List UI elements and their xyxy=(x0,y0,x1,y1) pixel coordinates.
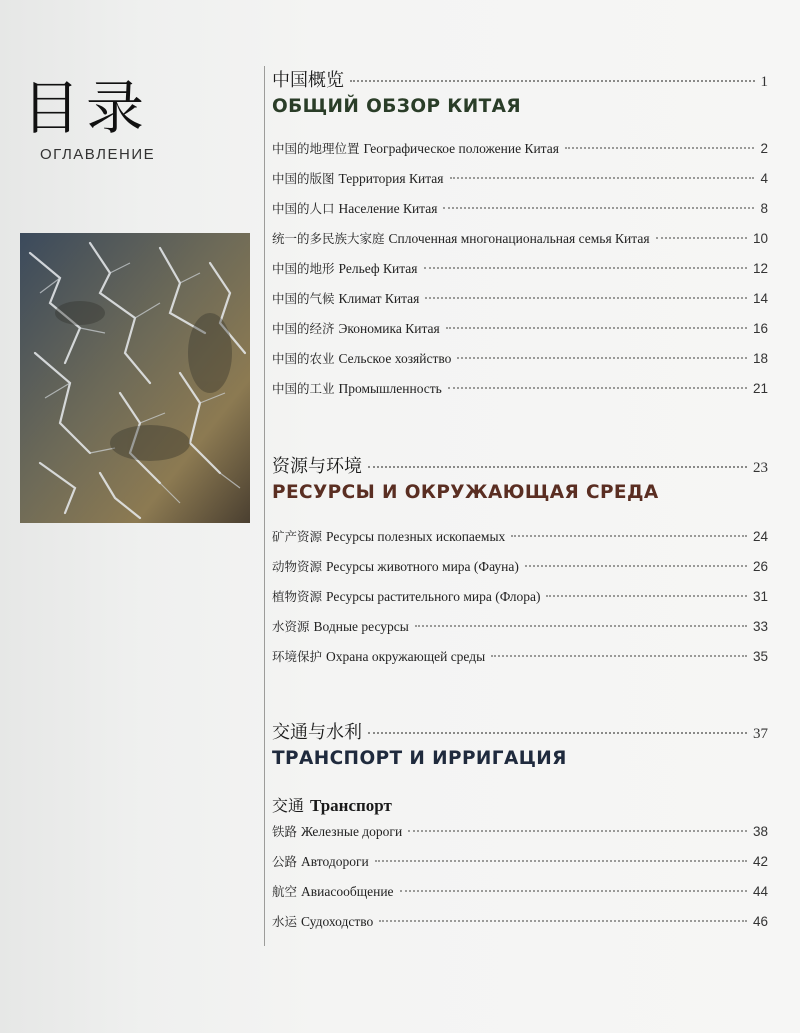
leader-dots xyxy=(375,860,747,862)
entry-page-number: 38 xyxy=(752,824,768,839)
entry-title-cn: 航空 xyxy=(272,884,298,899)
entry-title-ru: Ресурсы животного мира (Фауна) xyxy=(326,559,519,574)
entry-title-cn: 环境保护 xyxy=(272,649,323,664)
section-heading[interactable] xyxy=(272,66,768,92)
toc-entry[interactable] xyxy=(272,289,768,319)
entry-page-number: 14 xyxy=(752,291,768,306)
toc-entry[interactable] xyxy=(272,617,768,647)
leader-dots xyxy=(408,830,747,832)
subsection-heading xyxy=(272,793,768,816)
toc-section-resources xyxy=(272,452,768,677)
section-title-cn: 交通与水利 xyxy=(272,722,362,743)
entry-title-ru: Судоходство xyxy=(301,914,374,929)
section-title-ru: РЕСУРСЫ И ОКРУЖАЮЩАЯ СРЕДА xyxy=(272,482,659,503)
leader-dots xyxy=(350,80,755,82)
entry-list xyxy=(272,527,768,677)
leader-dots xyxy=(656,237,747,239)
section-heading[interactable] xyxy=(272,718,768,744)
entry-list xyxy=(272,139,768,409)
leader-dots xyxy=(425,297,747,299)
entry-title-ru: Ресурсы полезных ископаемых xyxy=(326,529,506,544)
toc-entry[interactable] xyxy=(272,912,768,942)
entry-page-number: 44 xyxy=(752,884,768,899)
entry-title-cn: 公路 xyxy=(272,854,298,869)
entry-page-number: 12 xyxy=(752,261,768,276)
section-page-number: 23 xyxy=(753,460,768,476)
toc-entry[interactable] xyxy=(272,852,768,882)
entry-page-number: 24 xyxy=(752,529,768,544)
section-page-number: 37 xyxy=(753,726,768,742)
terrain-photo-graphic xyxy=(20,233,250,523)
leader-dots xyxy=(446,327,747,329)
entry-title-ru: Территория Китая xyxy=(338,171,444,186)
leader-dots xyxy=(511,535,747,537)
entry-title-cn: 中国的地形 xyxy=(272,261,335,276)
leader-dots xyxy=(525,565,747,567)
entry-title-ru: Авиасообщение xyxy=(301,884,394,899)
entry-title-ru: Ресурсы растительного мира (Флора) xyxy=(326,589,541,604)
entry-page-number: 42 xyxy=(752,854,768,869)
entry-title-ru: Население Китая xyxy=(338,201,438,216)
entry-title-cn: 中国的经济 xyxy=(272,321,335,336)
leader-dots xyxy=(424,267,747,269)
section-page-number: 1 xyxy=(760,74,768,90)
section-title-ru: ТРАНСПОРТ И ИРРИГАЦИЯ xyxy=(272,748,567,769)
entry-title-cn: 统一的多民族大家庭 xyxy=(272,231,385,246)
section-heading[interactable] xyxy=(272,452,768,478)
toc-entry[interactable] xyxy=(272,259,768,289)
entry-title-ru: Сплоченная многонациональная семья Китая xyxy=(388,231,650,246)
entry-title-ru: Водные ресурсы xyxy=(313,619,409,634)
toc-entry[interactable] xyxy=(272,229,768,259)
entry-title-ru: Рельеф Китая xyxy=(338,261,418,276)
toc-entry[interactable] xyxy=(272,169,768,199)
entry-title-ru: Экономика Китая xyxy=(338,321,440,336)
entry-title-cn: 中国的工业 xyxy=(272,381,335,396)
page-subtitle: ОГЛАВЛЕНИЕ xyxy=(40,146,156,163)
entry-title-cn: 中国的气候 xyxy=(272,291,335,306)
entry-title-ru: Охрана окружающей среды xyxy=(326,649,486,664)
leader-dots xyxy=(379,920,747,922)
entry-title-ru: Климат Китая xyxy=(338,291,420,306)
entry-page-number: 2 xyxy=(760,141,768,156)
toc-entry[interactable] xyxy=(272,379,768,409)
entry-title-ru: Автодороги xyxy=(301,854,369,869)
entry-title-cn: 中国的人口 xyxy=(272,201,335,216)
entry-title-cn: 中国的地理位置 xyxy=(272,141,360,156)
entry-page-number: 35 xyxy=(752,649,768,664)
leader-dots xyxy=(443,207,754,209)
entry-page-number: 33 xyxy=(752,619,768,634)
leader-dots xyxy=(368,466,747,468)
toc-entry[interactable] xyxy=(272,349,768,379)
toc-entry[interactable] xyxy=(272,587,768,617)
entry-page-number: 10 xyxy=(752,231,768,246)
entry-title-cn: 植物资源 xyxy=(272,589,323,604)
entry-title-cn: 中国的版图 xyxy=(272,171,335,186)
toc-entry[interactable] xyxy=(272,822,768,852)
leader-dots xyxy=(565,147,755,149)
entry-title-cn: 铁路 xyxy=(272,824,298,839)
entry-title-ru: Железные дороги xyxy=(301,824,403,839)
entry-title-cn: 水运 xyxy=(272,914,298,929)
entry-title-cn: 动物资源 xyxy=(272,559,323,574)
entry-page-number: 26 xyxy=(752,559,768,574)
toc-section-transport xyxy=(272,718,768,942)
leader-dots xyxy=(448,387,747,389)
entry-page-number: 46 xyxy=(752,914,768,929)
toc-entry[interactable] xyxy=(272,199,768,229)
toc-entry[interactable] xyxy=(272,319,768,349)
entry-page-number: 8 xyxy=(760,201,768,216)
leader-dots xyxy=(368,732,747,734)
section-title-cn: 资源与环境 xyxy=(272,456,362,477)
entry-list xyxy=(272,822,768,942)
entry-page-number: 16 xyxy=(752,321,768,336)
entry-title-ru: Промышленность xyxy=(338,381,442,396)
entry-page-number: 4 xyxy=(760,171,768,186)
leader-dots xyxy=(491,655,747,657)
subsection-title-cn: 交通 xyxy=(272,796,305,815)
entry-page-number: 21 xyxy=(752,381,768,396)
subsection-title-ru: Транспорт xyxy=(310,796,392,815)
entry-title-cn: 水资源 xyxy=(272,619,310,634)
entry-title-ru: Сельское хозяйство xyxy=(338,351,452,366)
satellite-terrain-image xyxy=(20,233,250,523)
toc-entry[interactable] xyxy=(272,527,768,557)
page-title: 目录 xyxy=(22,74,151,142)
entry-title-ru: Географическое положение Китая xyxy=(363,141,559,156)
leader-dots xyxy=(400,890,747,892)
leader-dots xyxy=(546,595,747,597)
entry-page-number: 18 xyxy=(752,351,768,366)
vertical-divider xyxy=(264,66,265,946)
toc-entry[interactable] xyxy=(272,139,768,169)
toc-entry[interactable] xyxy=(272,647,768,677)
toc-entry[interactable] xyxy=(272,882,768,912)
toc-section-overview xyxy=(272,66,768,409)
section-title-cn: 中国概览 xyxy=(272,70,344,91)
entry-page-number: 31 xyxy=(752,589,768,604)
entry-title-cn: 中国的农业 xyxy=(272,351,335,366)
leader-dots xyxy=(415,625,747,627)
leader-dots xyxy=(450,177,755,179)
leader-dots xyxy=(457,357,747,359)
entry-title-cn: 矿产资源 xyxy=(272,529,323,544)
toc-entry[interactable] xyxy=(272,557,768,587)
section-title-ru: ОБЩИЙ ОБЗОР КИТАЯ xyxy=(272,96,522,117)
